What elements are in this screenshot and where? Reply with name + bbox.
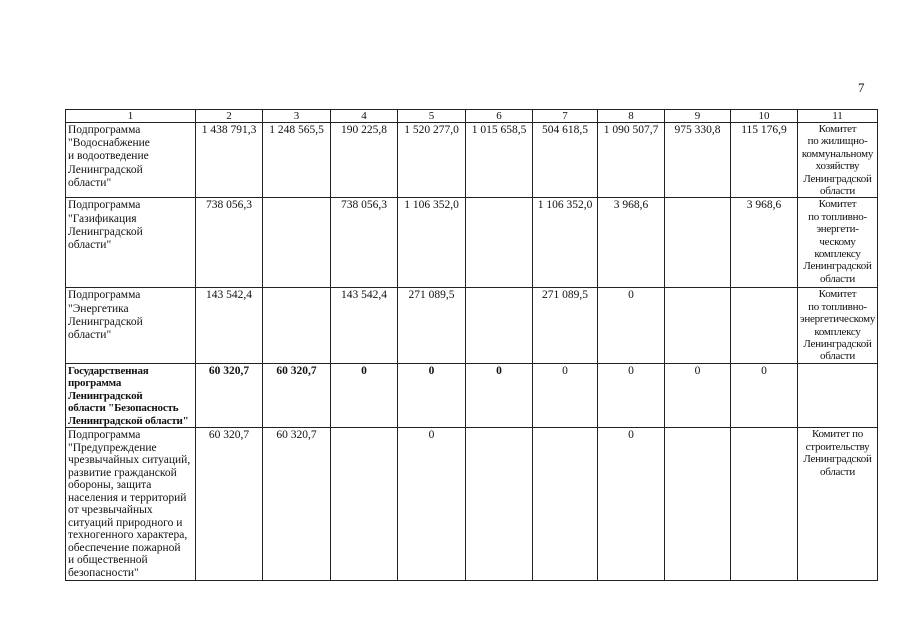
column-number: 3 bbox=[263, 110, 331, 123]
amount-cell: 60 320,7 bbox=[196, 363, 263, 428]
amount-cell bbox=[665, 288, 731, 363]
amount-cell: 0 bbox=[398, 363, 466, 428]
amount-cell: 60 320,7 bbox=[263, 363, 331, 428]
table-row bbox=[66, 123, 878, 198]
responsible-executor bbox=[798, 363, 878, 428]
amount-cell: 3 968,6 bbox=[731, 198, 798, 288]
program-name: Подпрограмма "Энергетика Ленинградской области" bbox=[66, 288, 196, 363]
program-name: Подпрограмма "Газификация Ленинградской области" bbox=[66, 198, 196, 288]
column-number: 10 bbox=[731, 110, 798, 123]
amount-cell: 1 015 658,5 bbox=[466, 123, 533, 198]
column-number: 9 bbox=[665, 110, 731, 123]
amount-cell bbox=[731, 288, 798, 363]
amount-cell: 0 bbox=[731, 363, 798, 428]
amount-cell: 738 056,3 bbox=[196, 198, 263, 288]
amount-cell: 0 bbox=[398, 428, 466, 581]
amount-cell: 0 bbox=[331, 363, 398, 428]
amount-cell bbox=[466, 198, 533, 288]
amount-cell: 1 090 507,7 bbox=[598, 123, 665, 198]
column-number: 2 bbox=[196, 110, 263, 123]
column-number: 7 bbox=[533, 110, 598, 123]
table-row bbox=[66, 428, 878, 581]
amount-cell: 60 320,7 bbox=[196, 428, 263, 581]
amount-cell: 504 618,5 bbox=[533, 123, 598, 198]
column-number: 5 bbox=[398, 110, 466, 123]
amount-cell bbox=[331, 428, 398, 581]
amount-cell: 1 106 352,0 bbox=[398, 198, 466, 288]
program-name: Подпрограмма "Водоснабжение и водоотведение Ленинградской области" bbox=[66, 123, 196, 198]
table-body bbox=[66, 110, 878, 581]
program-name: Государственная программа Ленинградской области "Безопасность Ленинградской области" bbox=[66, 363, 196, 428]
column-number: 6 bbox=[466, 110, 533, 123]
amount-cell: 143 542,4 bbox=[196, 288, 263, 363]
amount-cell: 0 bbox=[533, 363, 598, 428]
amount-cell bbox=[263, 288, 331, 363]
amount-cell bbox=[665, 198, 731, 288]
amount-cell: 0 bbox=[598, 288, 665, 363]
amount-cell bbox=[731, 428, 798, 581]
column-number: 8 bbox=[598, 110, 665, 123]
amount-cell: 1 106 352,0 bbox=[533, 198, 598, 288]
responsible-executor: Комитет по топливно- энергетическому комплексу Ленинградской области bbox=[798, 288, 878, 363]
column-number: 4 bbox=[331, 110, 398, 123]
amount-cell: 1 248 565,5 bbox=[263, 123, 331, 198]
table-row-program-total bbox=[66, 363, 878, 428]
amount-cell: 0 bbox=[466, 363, 533, 428]
amount-cell bbox=[466, 428, 533, 581]
amount-cell: 1 520 277,0 bbox=[398, 123, 466, 198]
amount-cell bbox=[665, 428, 731, 581]
amount-cell bbox=[466, 288, 533, 363]
amount-cell: 975 330,8 bbox=[665, 123, 731, 198]
responsible-executor: Комитет по жилищно- коммунальному хозяйству Ленинградской области bbox=[798, 123, 878, 198]
amount-cell: 143 542,4 bbox=[331, 288, 398, 363]
amount-cell bbox=[263, 198, 331, 288]
table-row bbox=[66, 198, 878, 288]
column-number-row bbox=[66, 110, 878, 123]
amount-cell: 0 bbox=[665, 363, 731, 428]
column-number: 11 bbox=[798, 110, 878, 123]
responsible-executor: Комитет по строительству Ленинградской области bbox=[798, 428, 878, 581]
amount-cell: 115 176,9 bbox=[731, 123, 798, 198]
amount-cell: 3 968,6 bbox=[598, 198, 665, 288]
amount-cell: 0 bbox=[598, 428, 665, 581]
amount-cell: 271 089,5 bbox=[533, 288, 598, 363]
amount-cell: 738 056,3 bbox=[331, 198, 398, 288]
amount-cell: 1 438 791,3 bbox=[196, 123, 263, 198]
amount-cell: 190 225,8 bbox=[331, 123, 398, 198]
table-row bbox=[66, 288, 878, 363]
amount-cell: 271 089,5 bbox=[398, 288, 466, 363]
page-number: 7 bbox=[858, 80, 865, 95]
column-number: 1 bbox=[66, 110, 196, 123]
funding-table bbox=[65, 109, 878, 581]
program-name: Подпрограмма "Предупреждение чрезвычайных ситуаций, развитие гражданской обороны, защита населения и территорий от чрезвычайных ситуаций природного и техногенного характера, обеспечение пожарной и общественной безопасности" bbox=[66, 428, 196, 581]
amount-cell: 60 320,7 bbox=[263, 428, 331, 581]
amount-cell: 0 bbox=[598, 363, 665, 428]
responsible-executor: Комитет по топливно- энергети- ческому комплексу Ленинградской области bbox=[798, 198, 878, 288]
amount-cell bbox=[533, 428, 598, 581]
